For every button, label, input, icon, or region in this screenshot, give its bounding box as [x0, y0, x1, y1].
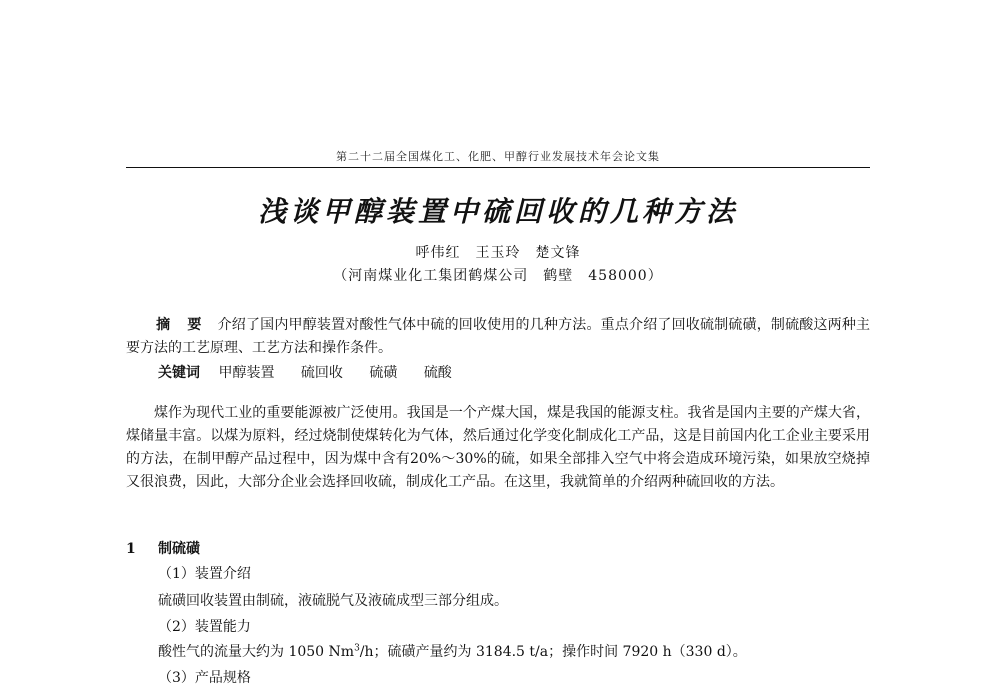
authors: 呼伟红 王玉玲 楚文锋: [415, 245, 581, 261]
section-title: 制硫磺: [158, 541, 200, 557]
device-intro-text: 硫磺回收装置由制硫，液硫脱气及液硫成型三部分组成。: [158, 593, 508, 609]
keyword: 硫回收: [300, 365, 343, 381]
section-number: 1: [126, 541, 136, 557]
abstract: [126, 314, 870, 360]
subheading-device-intro: （1）装置介绍: [158, 566, 251, 582]
keyword: 甲醇装置: [218, 365, 275, 381]
subheading-product-spec: （3）产品规格: [158, 670, 251, 686]
running-header: 第二十二届全国煤化工、化肥、甲醇行业发展技术年会论文集: [336, 150, 660, 163]
capacity-text-pre: 酸性气的流量大约为 1050 Nm: [158, 644, 355, 660]
keywords-label: 关键词: [158, 365, 200, 381]
keyword: 硫磺: [369, 365, 398, 381]
subheading-device-capacity: （2）装置能力: [158, 619, 251, 635]
intro-paragraph: 煤作为现代工业的重要能源被广泛使用。我国是一个产煤大国，煤是我国的能源支柱。我省是国内主要的产煤大省，煤储量丰富。以煤为原料，经过烧制使煤转化为气体，然后通过化学变化制成化工产品，这是目前国内化工企业主要采用的方法，在制甲醇产品过程中，因为煤中含有20%～30%的硫，如果全部排入空气中将会造成环境污染，如果放空烧掉又很浪费，因此，大部分企业会选择回收硫，制成化工产品。在这里，我就简单的介绍两种硫回收的方法。: [126, 405, 870, 490]
capacity-superscript: 3: [354, 643, 360, 654]
abstract-text: 介绍了国内甲醇装置对酸性气体中硫的回收使用的几种方法。重点介绍了回收硫制硫磺，制硫酸这两种主要方法的工艺原理、工艺方法和操作条件。: [126, 317, 871, 356]
affiliation: （河南煤业化工集团鹤煤公司 鹤壁 458000）: [333, 268, 663, 284]
paper-title: 浅谈甲醇装置中硫回收的几种方法: [257, 195, 738, 228]
capacity-text-post: /h；硫磺产量约为 3184.5 t/a；操作时间 7920 h（330 d）。: [359, 644, 747, 660]
abstract-label: 摘 要: [156, 317, 208, 333]
header-rule: [126, 167, 870, 168]
keywords: [158, 362, 474, 382]
device-capacity-text: [126, 641, 747, 661]
keyword: 硫酸: [423, 365, 452, 381]
section-heading: [126, 538, 200, 558]
